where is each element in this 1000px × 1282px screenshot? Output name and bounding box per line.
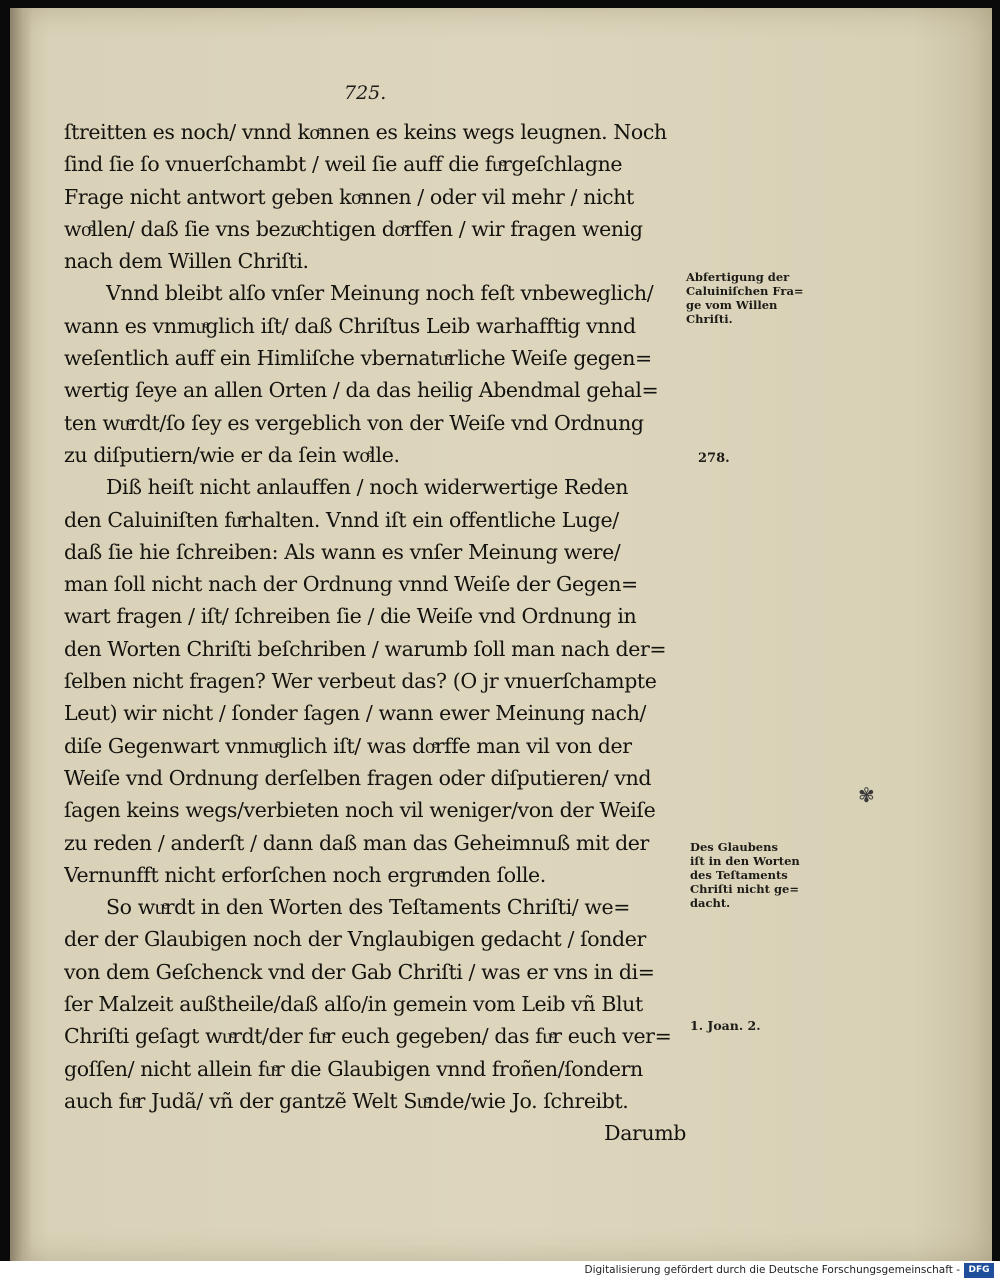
margin-note-line: 278.	[698, 451, 730, 466]
text-line: Chriſti geſagt wuͤrdt/der fuͤr euch gegeben/ das fuͤr euch ver=	[64, 1024, 672, 1049]
dfg-logo-icon: DFG	[964, 1263, 994, 1278]
body-text	[64, 116, 686, 1150]
text-line: Frage nicht antwort geben koͤnnen / oder vil mehr / nicht	[64, 184, 634, 209]
text-line: auch fuͤr Judã/ vñ der gantzẽ Welt Suͤnde/wie Jo. ſchreibt.	[64, 1088, 629, 1113]
margin-note-line: Caluiniſchen Fra=	[686, 284, 804, 298]
text-line: woͤllen/ daß ſie vns bezuͤchtigen doͤrffen / wir fragen wenig	[64, 216, 643, 241]
text-line: wann es vnmuͤglich iſt/ daß Chriſtus Leib warhafftig vnnd	[64, 313, 636, 338]
text-line: daß ſie hie ſchreiben: Als wann es vnſer Meinung were/	[64, 539, 621, 564]
text-line: von dem Geſchenck vnd der Gab Chriſti / was er vns in di=	[64, 959, 655, 984]
margin-note-line: Chriſti nicht ge=	[690, 882, 799, 896]
page-gutter	[10, 8, 32, 1261]
margin-note-line: iſt in den Worten	[690, 854, 800, 868]
margin-note-4	[690, 1019, 761, 1033]
margin-note-line: ge vom Willen	[686, 298, 778, 312]
text-line: wertig ſeye an allen Orten / da das heilig Abendmal gehal=	[64, 378, 659, 403]
text-line: ten wuͤrdt/ſo ſey es vergeblich von der Weiſe vnd Ordnung	[64, 410, 644, 435]
text-line: den Caluiniſten fuͤrhalten. Vnnd iſt ein offentliche Luge/	[64, 507, 619, 532]
page-number: 725.	[344, 82, 387, 104]
text-line: Vnnd bleibt alſo vnſer Meinung noch feſt vnbeweglich/	[106, 281, 654, 306]
text-line: Leut) wir nicht / ſonder ſagen / wann ewer Meinung nach/	[64, 701, 647, 726]
text-line: ſelben nicht fragen? Wer verbeut das? (O jr vnuerſchampte	[64, 669, 657, 694]
text-line: ſer Malzeit außtheile/daß alſo/in gemein vom Leib vñ Blut	[64, 992, 643, 1017]
text-line: weſentlich auff ein Himliſche vbernatuͤrliche Weiſe gegen=	[64, 346, 652, 371]
margin-note-line: dacht.	[690, 896, 731, 910]
margin-note-line: Des Glaubens	[690, 840, 778, 854]
margin-note-3	[690, 840, 800, 910]
margin-note-1	[686, 270, 804, 326]
text-line: ſagen keins wegs/verbieten noch vil weniger/von der Weiſe	[64, 798, 656, 823]
text-line: Diß heiſt nicht anlauffen / noch widerwertige Reden	[106, 475, 629, 500]
flower-ornament-icon: ✾	[858, 783, 875, 807]
margin-note-2	[698, 452, 730, 466]
text-line: Vernunfft nicht erforſchen noch ergruͤnden ſolle.	[64, 862, 546, 887]
text-line: diſe Gegenwart vnmuͤglich iſt/ was doͤrffe man vil von der	[64, 733, 632, 758]
text-line: ſtreitten es noch/ vnnd koͤnnen es keins wegs leugnen. Noch	[64, 120, 667, 144]
text-line: goſſen/ nicht allein fuͤr die Glaubigen vnnd froñen/ſondern	[64, 1056, 643, 1081]
margin-note-line: des Teſtaments	[690, 868, 788, 882]
catchword: Darumb	[604, 1121, 686, 1146]
text-line: man ſoll nicht nach der Ordnung vnnd Weiſe der Gegen=	[64, 572, 638, 597]
text-line: den Worten Chriſti beſchriben / warumb ſoll man nach der=	[64, 636, 667, 661]
margin-note-line: Chriſti.	[686, 312, 733, 326]
text-line: wart fragen / iſt/ ſchreiben ſie / die Weiſe vnd Ordnung in	[64, 604, 637, 629]
text-line: zu diſputiern/wie er da ſein woͤlle.	[64, 442, 400, 467]
text-line: nach dem Willen Chriſti.	[64, 249, 309, 274]
text-line: Weiſe vnd Ordnung derſelben fragen oder diſputieren/ vnd	[64, 765, 652, 790]
margin-note-line: 1. Joan. 2.	[690, 1018, 761, 1033]
text-line: zu reden / anderſt / dann daß man das Geheimnuß mit der	[64, 830, 649, 855]
margin-note-line: Abfertigung der	[686, 270, 790, 284]
text-line: ſind ſie ſo vnuerſchambt / weil ſie auff die fuͤrgeſchlagne	[64, 152, 623, 177]
text-line: der der Glaubigen noch der Vnglaubigen gedacht / ſonder	[64, 927, 646, 952]
text-line: So wuͤrdt in den Worten des Teſtaments Chriſti/ we=	[106, 895, 631, 920]
footer-credit: Digitalisierung gefördert durch die Deutsche Forschungsgemeinschaft -	[584, 1264, 960, 1276]
